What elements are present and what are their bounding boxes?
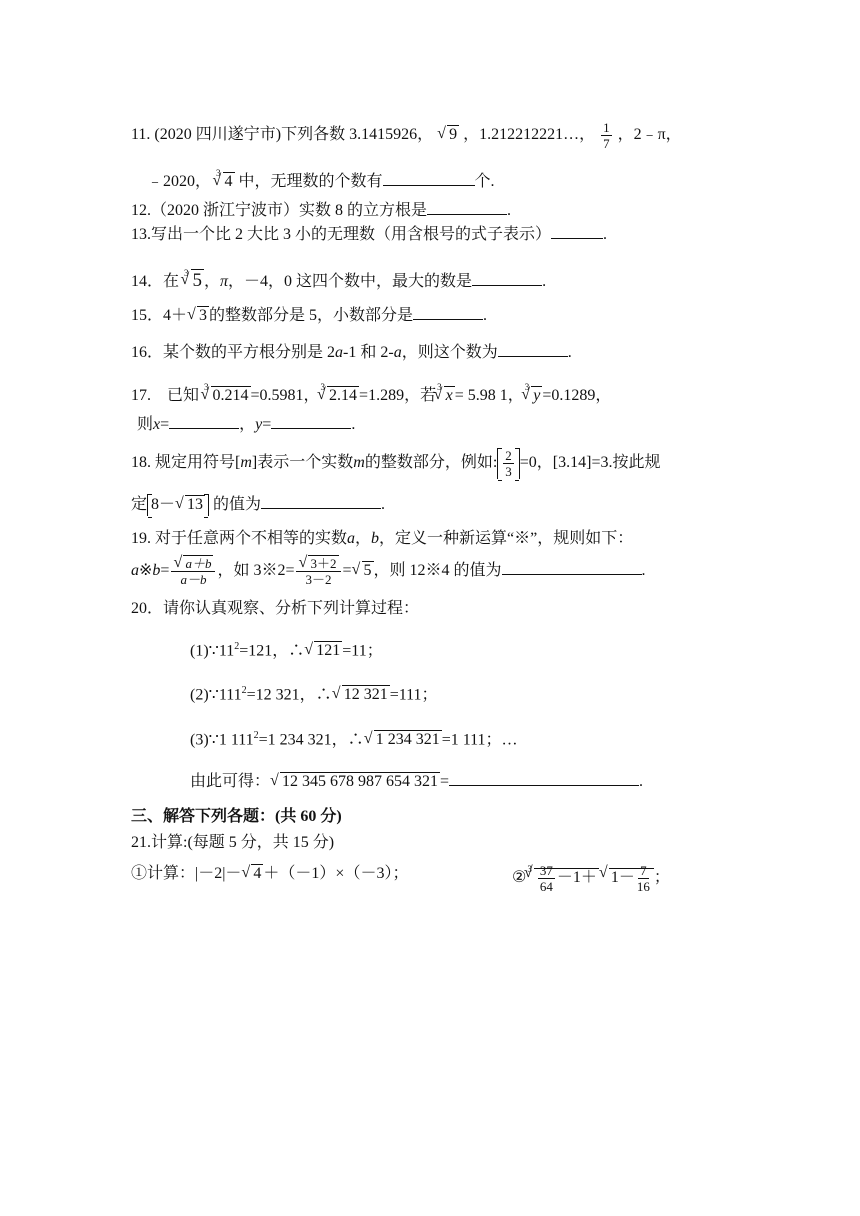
text: . [542,273,547,290]
root-index: 3 [527,864,532,874]
question-15 [131,303,487,327]
question-17-line2 [137,412,355,436]
q20-step-3 [190,725,518,751]
var-m: m [240,454,252,472]
sqrt-9 [437,124,459,146]
text: ]表示一个实数 [251,454,354,472]
text: . [603,226,608,243]
answer-blank [413,303,483,320]
var-a: a [347,530,356,547]
fraction-7-16 [637,863,650,894]
root-index: 3 [320,382,326,392]
floor-bracket [497,448,520,479]
radicand: 4 [253,865,262,882]
superscript: 2 [241,685,247,696]
cbrt-0214 [201,385,251,407]
text: . [639,773,644,790]
answer-blank [502,558,642,575]
text: . [567,344,572,361]
text: 的整数部分是 5，小数部分是 [209,307,414,324]
text: ，－4，0 这四个数中，最大的数是 [228,273,473,290]
radicand: a＋b [185,556,212,571]
text: =0，[3.14]=3.按此规 [519,454,661,472]
answer-blank [427,198,507,215]
fraction-2-3 [503,448,514,479]
text: ， [239,416,256,433]
sqrt-3-plus-2 [298,556,338,571]
text: 的值为 [213,496,262,513]
cbrt-4 [213,171,235,193]
radicand: 4 [224,173,233,190]
text: = [440,773,450,790]
text: =1 234 321，∴ [258,731,364,749]
radicand: 13 [187,496,204,513]
text: －1＋ [556,869,597,886]
radicand: 0.214 [212,387,249,404]
cbrt-5 [181,270,205,292]
text: . [483,307,488,324]
answer-blank [472,269,542,286]
text: ，1.212212221…， [463,126,596,144]
answer-blank-y [271,412,351,429]
superscript: 2 [253,730,259,741]
text: 个. [474,173,495,190]
q20-step-2 [190,680,438,706]
text: =12 321，∴ [246,686,332,704]
radicand: 12 345 678 987 654 321 [282,773,439,790]
text: ，2﹣π， [617,126,682,144]
text: 21.计算:(每题 5 分，共 15 分) [131,834,335,851]
text: =111； [389,686,438,704]
question-19-line1 [131,528,633,550]
radicand: 9 [449,126,458,144]
text: 中，无理数的个数有 [238,173,383,190]
numerator: √ 37 [539,862,553,878]
text: =11； [342,642,383,660]
text: ； [653,869,670,886]
root-index: 3 [204,382,209,392]
floor-bracket [147,494,209,516]
cbrt-214 [317,385,359,407]
root-index: 3 [524,382,530,392]
answer-blank [261,492,381,509]
definition-fraction [171,556,215,587]
text: 由此可得： [190,773,271,790]
radicand: 1 234 321 [375,731,440,749]
text: (3)∵1 111 [190,731,254,749]
question-18-line2 [131,492,385,516]
radicand: 12 321 [343,686,388,704]
question-16 [131,340,572,364]
root-index: 3 [437,382,442,392]
root-index: 3 [216,168,221,178]
text: =121，∴ [239,642,305,660]
fraction-1-7 [601,120,612,151]
text: ，则 12※4 的值为 [373,562,502,580]
denominator: 16 [636,878,650,894]
text: . [507,202,512,219]
cbrt-expr [524,863,599,894]
question-13 [131,222,607,246]
text: =1.289，若 [359,387,437,404]
text: = [342,562,352,580]
radicand: 2.14 [329,387,358,404]
question-12 [131,198,511,222]
var-a: a [393,344,402,361]
text: . [381,496,386,513]
q20-step-1 [190,636,383,662]
text: = 5.98 1， [454,387,524,404]
question-19-line2 [131,556,646,587]
text: 20．请你认真观察、分析下列计算过程： [131,600,420,617]
var-a: a [335,344,344,361]
text: = [160,416,170,433]
var-x: x [153,416,161,433]
text: ①计算：|－2|－ [131,865,242,882]
text: = [262,416,272,433]
text: 12.（2020 浙江宁波市）实数 8 的立方根是 [131,202,428,219]
text: 14．在 [131,273,180,290]
text: -1 和 2- [343,344,394,361]
text: ， [355,530,372,547]
answer-blank [551,222,603,239]
text: . [641,562,646,580]
denominator: a－b [180,572,207,587]
var-m: m [353,454,365,472]
radicand: 3＋2 [310,556,337,571]
q21-part-2 [512,858,670,894]
text: =0.5981， [250,387,320,404]
text: 18. 规定用符号[ [131,454,241,472]
numerator: 7 [640,862,647,878]
op: ※ [139,562,153,580]
cbrt-x [434,385,455,407]
text: 1－ [610,869,635,886]
text: ， [204,273,221,290]
question-11-line2 [147,162,495,193]
section-3-heading [131,806,342,828]
question-21-title [131,832,334,854]
denominator: 3－2 [305,572,332,587]
text: 17. 已知 [131,387,200,404]
radicand: 5 [192,270,203,291]
text: 则 [137,416,154,433]
var-y: y [255,416,263,433]
sqrt-expr [599,863,654,894]
text: ＋（－1）×（－3）； [263,865,409,882]
sqrt-5 [352,560,374,582]
pi: π [220,273,229,290]
question-14 [131,262,546,293]
q21-part-1 [131,863,408,885]
text: 定 [131,496,148,513]
cbrt-y [521,385,542,407]
sqrt-121 [304,640,342,662]
question-18-line1 [131,448,660,479]
var-b: b [371,530,380,547]
superscript: 2 [234,641,240,652]
question-20-title [131,598,419,620]
sqrt-1234321 [364,729,442,751]
text: (1)∵11 [190,642,235,660]
numerator: 1 [603,120,610,135]
text: 三、解答下列各题：(共 60 分) [131,808,342,825]
root-index: 3 [184,268,189,278]
text: ，定义一种新运算“※”，规则如下： [379,530,634,547]
q20-conclusion [190,769,643,793]
denominator: 7 [603,136,610,151]
radicand: 3 [199,307,208,324]
text: ② [512,869,527,886]
question-11-line1 [131,120,682,151]
sqrt-long [270,771,440,793]
text: 16．某个数的平方根分别是 2 [131,344,336,361]
text: 19. 对于任意两个不相等的实数 [131,530,348,547]
denominator: 3 [505,464,512,479]
answer-blank [498,340,568,357]
text: =0.1289， [542,387,612,404]
radicand: 5 [363,562,372,580]
radicand: y [533,387,541,404]
text: = [160,562,170,580]
text: =1 111；… [441,731,518,749]
var-a: a [131,562,139,580]
text: 的整数部分，例如: [364,454,498,472]
answer-blank-x [169,412,239,429]
question-17-line1 [131,376,611,407]
sqrt-a-plus-b [173,556,213,571]
text: ﹣2020， [147,173,212,190]
text: 15．4＋ [131,307,188,324]
sqrt-13 [175,494,205,516]
sqrt-12321 [332,684,390,706]
text: ，则这个数为 [401,344,498,361]
example-fraction [296,556,340,587]
answer-blank [449,769,639,786]
radicand: 121 [316,642,341,660]
text: . [351,416,356,433]
fraction-37-64 [538,863,555,894]
radicand: x [445,387,453,404]
denominator: 64 [539,878,553,894]
numerator: 2 [505,448,512,463]
answer-blank [383,169,475,186]
text: 11. (2020 四川遂宁市)下列各数 3.1415926， [131,126,434,144]
text: 13.写出一个比 2 大比 3 小的无理数（用含根号的式子表示） [131,226,552,243]
text: ，如 3※2= [217,562,295,580]
sqrt-4 [241,863,263,885]
text: 8－ [151,496,176,513]
var-b: b [152,562,161,580]
sqrt-3 [187,305,209,327]
text: (2)∵111 [190,686,242,704]
